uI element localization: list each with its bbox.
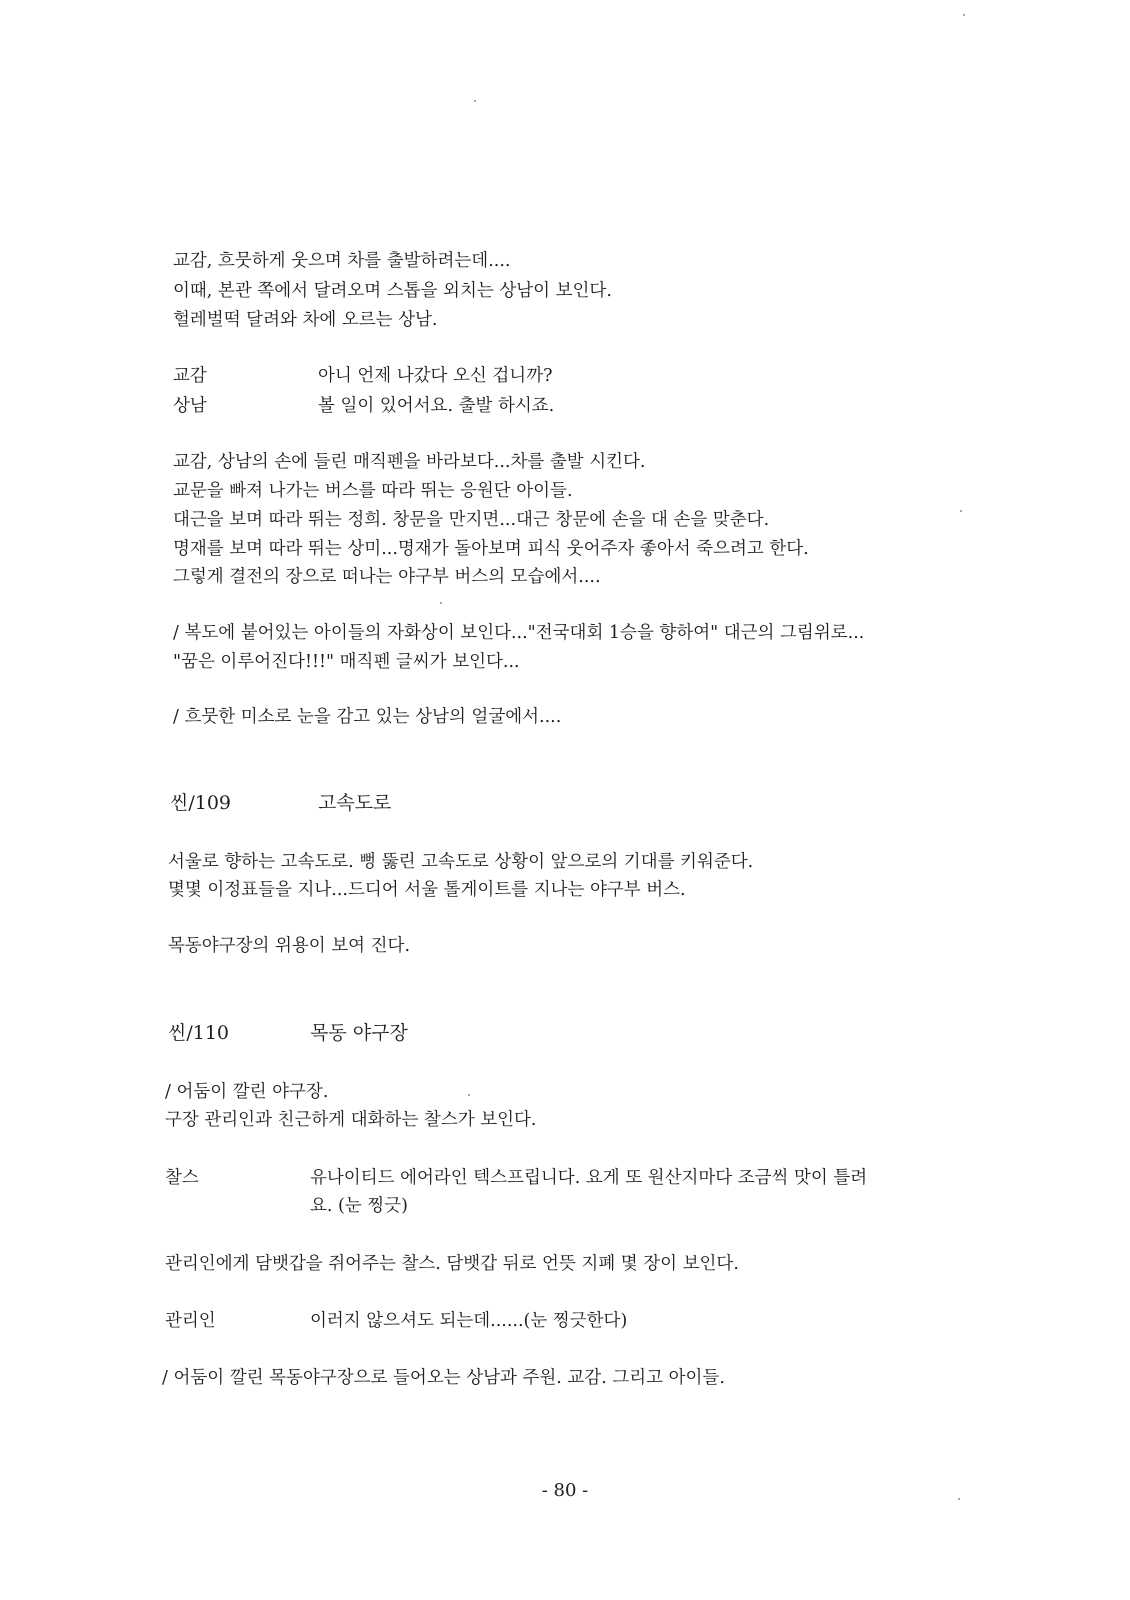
action-line: 대근을 보며 따라 뛰는 정희. 창문을 만지면...대근 창문에 손을 대 손을 맞춘다. — [173, 510, 770, 530]
scan-speck — [440, 602, 442, 604]
action-line: 서울로 향하는 고속도로. 뻥 뚫린 고속도로 상황이 앞으로의 기대를 키워준다. — [168, 852, 754, 872]
scan-speck — [468, 1094, 470, 1096]
action-line: 이때, 본관 쪽에서 달려오며 스톱을 외치는 상남이 보인다. — [173, 281, 612, 301]
action-line: "꿈은 이루어진다!!!" 매직펜 글씨가 보인다... — [173, 652, 520, 672]
scan-speck — [474, 100, 476, 102]
dialogue-text: 이러지 않으셔도 되는데......(눈 찡긋한다) — [310, 1311, 628, 1331]
action-line: 관리인에게 담뱃갑을 쥐어주는 찰스. 담뱃갑 뒤로 언뜻 지폐 몇 장이 보인다. — [165, 1254, 739, 1274]
action-line: 구장 관리인과 친근하게 대화하는 찰스가 보인다. — [165, 1110, 537, 1130]
action-line: / 어둠이 깔린 야구장. — [165, 1082, 329, 1102]
scene-number: 씬/110 — [168, 1022, 230, 1044]
scan-speck — [960, 510, 962, 512]
action-line: 교감, 흐뭇하게 웃으며 차를 출발하려는데.... — [173, 251, 511, 271]
action-line: 명재를 보며 따라 뛰는 상미...명재가 돌아보며 피식 웃어주자 좋아서 죽으려고 한다. — [173, 539, 809, 559]
dialogue-text: 아니 언제 나갔다 오신 겁니까? — [318, 366, 553, 386]
speaker-name: 교감 — [173, 366, 207, 386]
action-line: 목동야구장의 위용이 보여 진다. — [168, 936, 411, 956]
speaker-name: 찰스 — [165, 1168, 199, 1188]
action-line: 교감, 상남의 손에 들린 매직펜을 바라보다...차를 출발 시킨다. — [173, 452, 646, 472]
action-line: / 어둠이 깔린 목동야구장으로 들어오는 상남과 주원. 교감. 그리고 아이들. — [162, 1368, 725, 1388]
dialogue-text: 볼 일이 있어서요. 출발 하시죠. — [318, 396, 555, 416]
scene-location: 목동 야구장 — [310, 1022, 408, 1044]
action-line: 헐레벌떡 달려와 차에 오르는 상남. — [173, 310, 438, 330]
speaker-name: 상남 — [173, 396, 207, 416]
speaker-name: 관리인 — [165, 1311, 216, 1331]
action-line: 그렇게 결전의 장으로 떠나는 야구부 버스의 모습에서.... — [173, 567, 601, 587]
dialogue-text: 요. (눈 찡긋) — [310, 1196, 408, 1216]
scene-number: 씬/109 — [170, 792, 232, 814]
scan-speck — [963, 14, 965, 16]
action-line: 교문을 빠져 나가는 버스를 따라 뛰는 응원단 아이들. — [173, 481, 573, 501]
action-line: / 복도에 붙어있는 아이들의 자화상이 보인다..."전국대회 1승을 향하여" 대근의 그림위로... — [173, 623, 865, 643]
page-number: - 80 - — [541, 1480, 589, 1501]
dialogue-text: 유나이티드 에어라인 텍스프립니다. 요게 또 원산지마다 조금씩 맛이 틀려 — [310, 1168, 868, 1188]
scene-location: 고속도로 — [318, 792, 392, 814]
action-line: / 흐뭇한 미소로 눈을 감고 있는 상남의 얼굴에서.... — [173, 707, 562, 727]
action-line: 몇몇 이정표들을 지나...드디어 서울 톨게이트를 지나는 야구부 버스. — [168, 880, 686, 900]
